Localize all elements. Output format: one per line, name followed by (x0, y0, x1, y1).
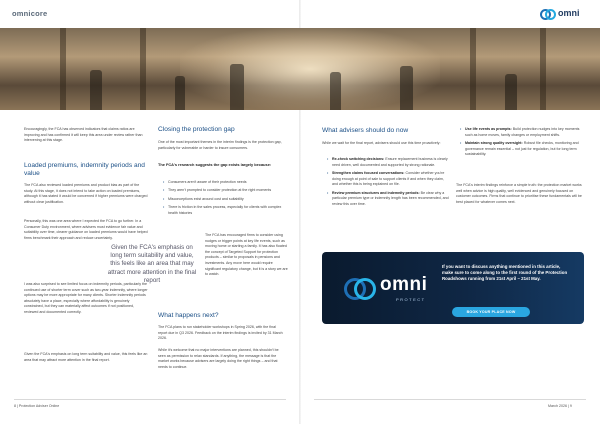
col1-paragraph: Given the FCA's emphasis on long term suitability and value, this feels like an area that may attract more attention in the final report. (24, 352, 148, 362)
logo-ring-icon (545, 9, 556, 20)
hero-figure (505, 74, 517, 110)
list-item-text: Consider whether you're doing enough at point of sale to support clients if and when they claim, and whether this is being explained on file. (332, 170, 445, 187)
col2-heading: Closing the protection gap (158, 126, 235, 133)
col2-subheading: The FCA's research suggests the gap exists largely because: (158, 162, 272, 167)
col1-paragraph: Personally, this was one area where I expected the FCA to go further. In a Consumer Duty environment, where advisers must evidence fair value and suitability over time, clearer guidance on loaded premiums would have helped firms benchmark their approach and reduce uncertainty. (24, 219, 148, 240)
hero-pillar (470, 28, 476, 110)
list-item (460, 141, 586, 158)
col2-heading-2: What happens next? (158, 312, 219, 319)
list-item-text: Be clear why a particular premium type or indemnity length has been recommended, and review this over time. (332, 190, 449, 206)
list-item-lead: Maintain strong quality oversight: (465, 140, 523, 145)
footer-rule (314, 399, 586, 400)
footer-rule (14, 399, 286, 400)
col2-paragraph: The FCA has encouraged firms to consider using nudges or trigger points at key life events, such as moving home or starting a family. It has also floated the concept of Targeted Support for protection products – similar to proposals in pensions and investments. Any move here would require significant regulatory change, but it is a story we are to watch. (205, 233, 288, 277)
logo-word: omni (558, 8, 580, 18)
col3-heading: What advisers should do now (322, 127, 409, 134)
promo-logo-tag: PROTECT (396, 297, 426, 302)
omni-ring-icon (354, 278, 376, 300)
col1-paragraph: The FCA also reviewed loaded premiums and product bias as part of the study. At this stage, it does not intend to take action on loaded premiums, although it has stated it would be concerned if higher premiums were charged without clear justification. (24, 183, 148, 204)
col2-paragraph: While it's welcome that no major interventions are planned, this shouldn't be seen as permission to relax standards. If anything, the message is that the market works because advisers are largely doing the right things – and that needs to continue. (158, 348, 279, 369)
list-item-text: Build protection nudges into key moments such as home moves, family changes or employment shifts. (465, 127, 580, 137)
hero-pillar (140, 28, 146, 110)
hero-figure (175, 76, 185, 110)
col1-intro: Encouragingly, the FCA has observed indicators that claims ratios are improving and has confirmed it will keep this area under review rather than intervening at this stage. (24, 127, 143, 143)
hero-pillar (540, 28, 546, 110)
list-item (460, 127, 586, 138)
list-item (327, 157, 450, 168)
col1-paragraph: I was also surprised to see limited focus on indemnity periods, particularly the continued use of shorter term cover such as two-year indemnity, where longer options may be more appropriate for many clients. Shorter indemnity periods absolutely have a place, especially where affordability is genuinely constrained, but they can materially affect outcomes if not positioned, reviewed and documented correctly. (24, 282, 148, 314)
list-item-text: Ensure replacement business is clearly need driven, well documented and supported by strong rationale. (332, 157, 448, 167)
list-item: • Consumers aren't aware of their protection needs (163, 180, 287, 186)
omni-protect-logo (540, 8, 588, 22)
hero-figure (90, 70, 102, 110)
pull-quote: Given the FCA's emphasis on long term suitability and value, this feels like an area that may attract more attention in the final report (107, 244, 197, 284)
hero-image (0, 28, 600, 110)
col4-paragraph: The FCA's interim findings reinforce a simple truth: the protection market works well when advice is high quality, well evidenced and genuinely focused on customer outcomes. Firms that continue to prioritise these fundamentals will be best placed for whatever comes next. (456, 183, 582, 204)
roadshow-promo-banner (322, 252, 584, 324)
hero-pillar (60, 28, 66, 110)
list-item-lead: Use life events as prompts: (465, 127, 512, 131)
list-item-text: Robust file checks, monitoring and governance remain essential – not just for regulation, but for long term sustainability. (465, 140, 579, 157)
col4-bullet-list (460, 127, 586, 161)
col2-paragraph: One of the most important themes in the interim findings is the protection gap, particularly for vulnerable or harder to insure consumers. (158, 140, 282, 150)
list-item (327, 191, 450, 208)
col3-bullet-list (327, 157, 450, 210)
omnicore-logo: omnicore (12, 9, 48, 18)
promo-text: If you want to discuss anything mentioned in this article, make sure to come along to the first round of the Protection Roadshows running from 21st April – 21st May. (442, 264, 568, 282)
col3-paragraph: While we wait for the final report, advisers should use this time proactively: (322, 141, 441, 145)
list-item: • There is friction in the sales process, especially for clients with complex health histories (163, 205, 287, 216)
col2-paragraph: The FCA plans to run stakeholder workshops in Spring 2026, with the final report due in Q3 2026. Feedback on the interim findings is invited by 31 March 2026. (158, 325, 283, 341)
promo-logo-word: omni (380, 274, 428, 295)
list-item: • Misconceptions exist around cost and suitability (163, 197, 287, 203)
footer-left: 8 | Protection Adviser Online (14, 404, 60, 408)
col1-heading: Loaded premiums, indemnity periods and value (24, 162, 145, 177)
col2-bullet-list (163, 180, 287, 219)
book-place-button[interactable]: BOOK YOUR PLACE NOW (452, 307, 530, 317)
hero-figure (330, 72, 341, 110)
list-item-lead: Strengthen claims focused conversations: (332, 170, 405, 175)
list-item: • They aren't prompted to consider protection at the right moments (163, 188, 287, 194)
footer-right: March 2026 | 9 (548, 404, 572, 408)
hero-figure (400, 66, 413, 110)
list-item (327, 171, 450, 188)
list-item-lead: Review premium structures and indemnity periods: (332, 190, 420, 195)
list-item-lead: Re-check switching decisions: (332, 157, 385, 161)
hero-figure (230, 64, 244, 110)
